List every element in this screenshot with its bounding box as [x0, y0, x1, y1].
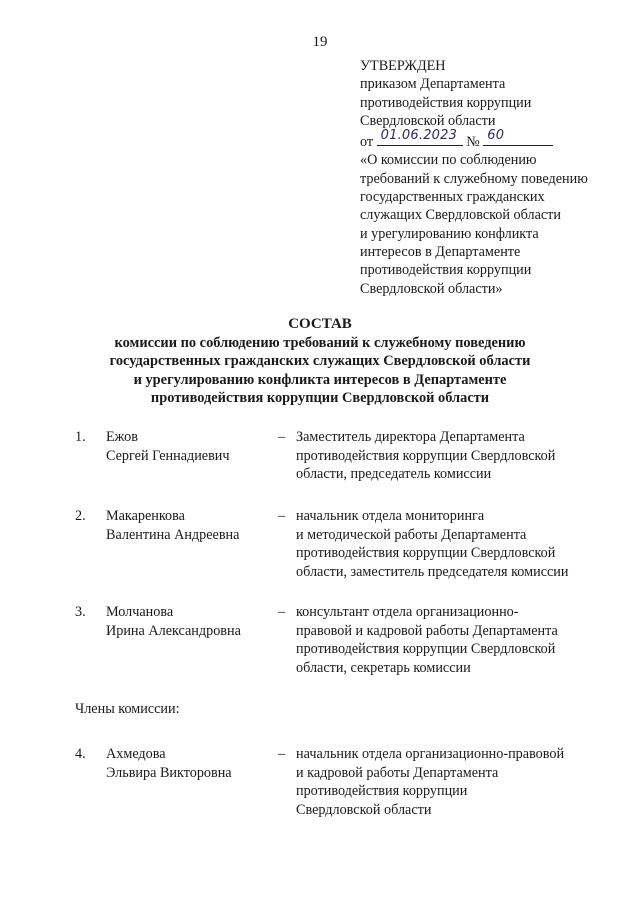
- position-line: области, председатель комиссии: [296, 466, 492, 482]
- member-position: [296, 428, 606, 484]
- heading-line: противодействия коррупции Свердловской области: [150, 390, 490, 406]
- position-line: начальник отдела организационно-правовой: [296, 746, 565, 762]
- approval-line: противодействия коррупции: [360, 94, 532, 111]
- handwritten-number: 60: [487, 127, 505, 143]
- members-label: Члены комиссии:: [75, 701, 180, 717]
- date-prefix: от: [360, 134, 374, 151]
- position-line: противодействия коррупции Свердловской: [296, 641, 556, 657]
- approval-title-line: «О комиссии по соблюдению: [360, 152, 537, 169]
- position-line: Свердловской области: [296, 801, 432, 818]
- member-position: [296, 603, 606, 677]
- dash-separator: –: [278, 746, 286, 762]
- dash-separator: –: [278, 429, 286, 445]
- number-prefix: №: [466, 134, 480, 151]
- number-field: [483, 127, 553, 146]
- member-position: [296, 507, 606, 581]
- approval-title-line: противодействия коррупции: [360, 262, 532, 279]
- heading-title: СОСТАВ: [288, 316, 352, 332]
- position-line: начальник отдела мониторинга: [296, 508, 485, 524]
- approval-title-line: и урегулированию конфликта: [360, 225, 539, 242]
- position-line: консультант отдела организационно-: [296, 604, 519, 620]
- member-given-name: Валентина Андреевна: [106, 526, 240, 543]
- approval-line: приказом Департамента: [360, 76, 506, 93]
- approval-title-line: государственных гражданских: [360, 189, 545, 206]
- approval-title-line: интересов в Департаменте: [360, 243, 521, 260]
- member-position: [296, 745, 606, 819]
- heading-line: и урегулированию конфликта интересов в Департаменте: [133, 371, 507, 388]
- position-line: правовой и кадровой работы Департамента: [296, 622, 558, 639]
- member-name: [106, 745, 286, 782]
- member-surname: Молчанова: [106, 604, 174, 620]
- approval-title-line: требований к служебному поведению: [360, 170, 588, 187]
- member-given-name: Эльвира Викторовна: [106, 764, 232, 781]
- member-name: [106, 507, 286, 544]
- entry-number: 2.: [75, 508, 86, 524]
- date-field: [377, 127, 463, 146]
- heading-line: государственных гражданских служащих Свердловской области: [109, 353, 531, 369]
- member-name: [106, 603, 286, 640]
- handwritten-date: 01.06.2023: [380, 127, 458, 143]
- position-line: противодействия коррупции: [296, 783, 468, 799]
- position-line: и кадровой работы Департамента: [296, 764, 499, 781]
- member-given-name: Ирина Александровна: [106, 622, 241, 639]
- member-surname: Ахмедова: [106, 746, 166, 762]
- approval-date-line: [360, 127, 610, 151]
- approval-line: Свердловской области: [360, 112, 496, 129]
- entry-number: 1.: [75, 429, 86, 445]
- position-line: противодействия коррупции Свердловской: [296, 545, 556, 561]
- position-line: области, заместитель председателя комиссии: [296, 563, 569, 580]
- document-heading: [40, 315, 600, 408]
- position-line: и методической работы Департамента: [296, 526, 527, 543]
- approval-line: УТВЕРЖДЕН: [360, 58, 446, 74]
- heading-line: комиссии по соблюдению требований к служебному поведению: [114, 334, 526, 351]
- position-line: области, секретарь комиссии: [296, 659, 471, 676]
- approval-title-line: служащих Свердловской области: [360, 207, 561, 224]
- member-surname: Макаренкова: [106, 508, 185, 524]
- approval-block: [360, 57, 610, 298]
- page-number: 19: [312, 34, 328, 50]
- position-line: противодействия коррупции Свердловской: [296, 447, 556, 464]
- position-line: Заместитель директора Департамента: [296, 429, 525, 445]
- member-given-name: Сергей Геннадиевич: [106, 447, 230, 464]
- entry-number: 3.: [75, 604, 86, 620]
- approval-title-line: Свердловской области»: [360, 280, 503, 297]
- dash-separator: –: [278, 508, 286, 524]
- dash-separator: –: [278, 604, 286, 620]
- entry-number: 4.: [75, 746, 86, 762]
- member-name: [106, 428, 286, 465]
- member-surname: Ежов: [106, 429, 138, 445]
